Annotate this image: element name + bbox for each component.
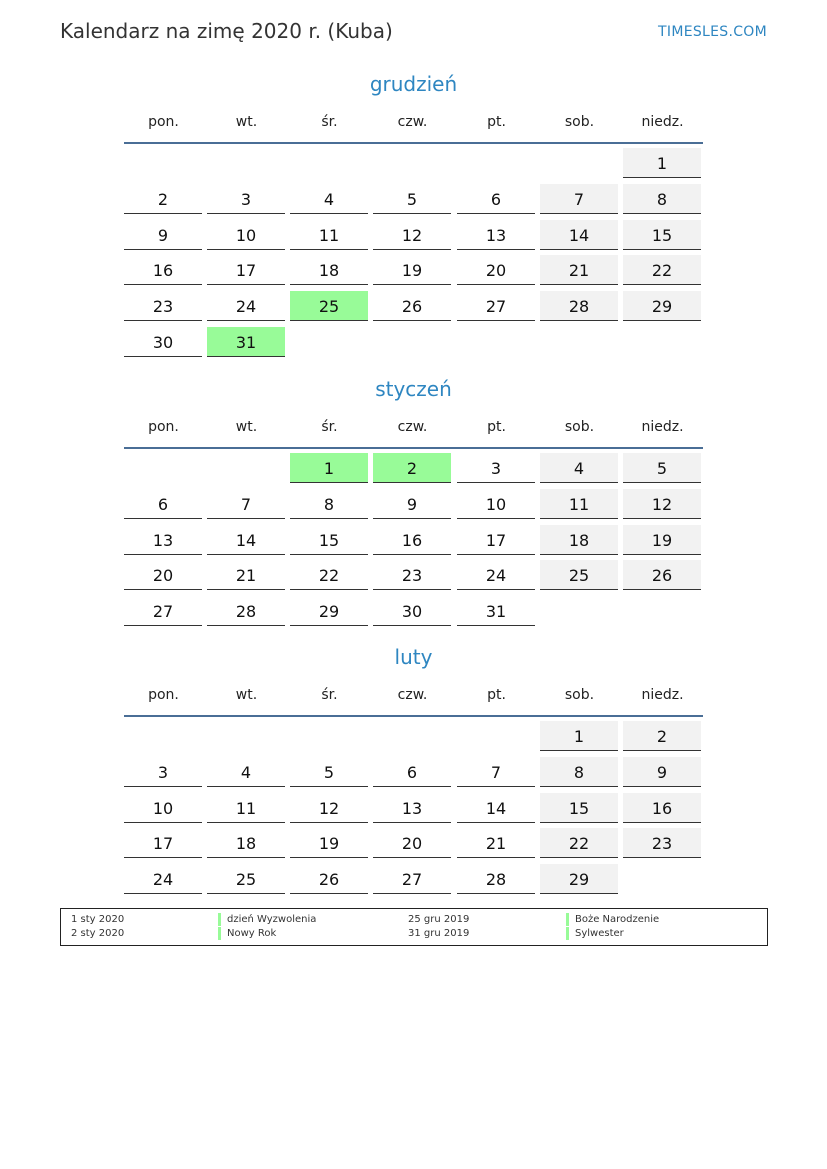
- day-cell: 6: [373, 757, 451, 787]
- day-cell: 22: [540, 828, 618, 858]
- day-grid: [124, 148, 703, 363]
- day-cell: 24: [457, 560, 535, 590]
- weekday-label: czw.: [397, 419, 428, 435]
- day-cell: 19: [373, 255, 451, 285]
- day-cell: 20: [124, 560, 202, 590]
- month-name: luty: [394, 645, 433, 669]
- day-cell: 1: [623, 148, 701, 178]
- day-cell: 1: [290, 453, 368, 483]
- legend-holiday-name: dzień Wyzwolenia: [218, 913, 316, 926]
- day-cell: 21: [207, 560, 285, 590]
- day-cell: 7: [207, 489, 285, 519]
- site-link[interactable]: TIMESLES.COM: [658, 24, 767, 40]
- day-cell: 13: [373, 793, 451, 823]
- day-cell: 23: [124, 291, 202, 321]
- day-cell: 2: [373, 453, 451, 483]
- day-cell: 18: [207, 828, 285, 858]
- day-cell: 27: [373, 864, 451, 894]
- holiday-legend: [60, 908, 768, 946]
- day-cell: 27: [457, 291, 535, 321]
- day-grid: [124, 721, 703, 900]
- month-calendar: [124, 375, 703, 632]
- day-cell: 9: [373, 489, 451, 519]
- legend-date: 31 gru 2019: [408, 928, 470, 939]
- day-cell: 17: [207, 255, 285, 285]
- day-cell: 20: [373, 828, 451, 858]
- day-cell: 30: [124, 327, 202, 357]
- day-cell: 10: [207, 220, 285, 250]
- weekday-label: śr.: [321, 687, 338, 703]
- weekday-label: sob.: [564, 687, 595, 703]
- day-cell: 23: [623, 828, 701, 858]
- day-cell: 19: [623, 525, 701, 555]
- day-cell: 13: [457, 220, 535, 250]
- weekday-label: sob.: [564, 114, 595, 130]
- day-cell: 25: [540, 560, 618, 590]
- weekday-label: czw.: [397, 687, 428, 703]
- day-cell: 5: [373, 184, 451, 214]
- month-calendar: [124, 70, 703, 363]
- day-cell: 10: [124, 793, 202, 823]
- day-cell: 9: [623, 757, 701, 787]
- legend-holiday-name: Nowy Rok: [218, 927, 276, 940]
- weekday-label: niedz.: [641, 687, 684, 703]
- day-cell: 8: [623, 184, 701, 214]
- month-name: styczeń: [375, 377, 452, 401]
- legend-date: 2 sty 2020: [71, 928, 125, 939]
- page-title: Kalendarz na zimę 2020 r. (Kuba): [60, 19, 393, 43]
- day-cell: 3: [207, 184, 285, 214]
- day-cell: 10: [457, 489, 535, 519]
- day-cell: 7: [540, 184, 618, 214]
- day-cell: 24: [124, 864, 202, 894]
- weekday-label: pon.: [148, 687, 179, 703]
- day-cell: 15: [540, 793, 618, 823]
- legend-date: 1 sty 2020: [71, 914, 125, 925]
- day-cell: 8: [540, 757, 618, 787]
- day-cell: 16: [124, 255, 202, 285]
- weekday-header: [124, 679, 703, 717]
- day-cell: 14: [457, 793, 535, 823]
- day-cell: 7: [457, 757, 535, 787]
- day-cell: 5: [290, 757, 368, 787]
- day-cell: 3: [457, 453, 535, 483]
- day-cell: 25: [207, 864, 285, 894]
- day-cell: 6: [124, 489, 202, 519]
- day-cell: 15: [290, 525, 368, 555]
- weekday-label: pon.: [148, 114, 179, 130]
- day-cell: 18: [290, 255, 368, 285]
- day-cell: 31: [207, 327, 285, 357]
- day-cell: 18: [540, 525, 618, 555]
- legend-holiday-name: Sylwester: [566, 927, 624, 940]
- month-calendar: [124, 643, 703, 900]
- day-cell: 30: [373, 596, 451, 626]
- day-cell: 4: [290, 184, 368, 214]
- day-cell: 29: [540, 864, 618, 894]
- weekday-label: niedz.: [641, 419, 684, 435]
- weekday-label: czw.: [397, 114, 428, 130]
- day-cell: 14: [207, 525, 285, 555]
- day-cell: 6: [457, 184, 535, 214]
- weekday-label: pt.: [487, 419, 506, 435]
- day-cell: 3: [124, 757, 202, 787]
- day-cell: 21: [457, 828, 535, 858]
- day-cell: 19: [290, 828, 368, 858]
- legend-date: 25 gru 2019: [408, 914, 470, 925]
- day-cell: 29: [623, 291, 701, 321]
- day-cell: 28: [457, 864, 535, 894]
- weekday-header: [124, 411, 703, 449]
- day-cell: 31: [457, 596, 535, 626]
- day-cell: 21: [540, 255, 618, 285]
- day-cell: 8: [290, 489, 368, 519]
- day-cell: 22: [290, 560, 368, 590]
- month-name: grudzień: [369, 72, 458, 96]
- day-cell: 28: [540, 291, 618, 321]
- weekday-label: śr.: [321, 114, 338, 130]
- day-cell: 26: [373, 291, 451, 321]
- day-cell: 15: [623, 220, 701, 250]
- day-cell: 11: [290, 220, 368, 250]
- day-cell: 1: [540, 721, 618, 751]
- day-cell: 17: [124, 828, 202, 858]
- day-cell: 27: [124, 596, 202, 626]
- legend-holiday-name: Boże Narodzenie: [566, 913, 659, 926]
- day-grid: [124, 453, 703, 632]
- day-cell: 28: [207, 596, 285, 626]
- day-cell: 16: [373, 525, 451, 555]
- weekday-label: wt.: [235, 114, 258, 130]
- day-cell: 13: [124, 525, 202, 555]
- weekday-label: śr.: [321, 419, 338, 435]
- weekday-label: wt.: [235, 419, 258, 435]
- day-cell: 25: [290, 291, 368, 321]
- weekday-label: pon.: [148, 419, 179, 435]
- day-cell: 4: [540, 453, 618, 483]
- day-cell: 20: [457, 255, 535, 285]
- day-cell: 2: [623, 721, 701, 751]
- day-cell: 11: [207, 793, 285, 823]
- day-cell: 26: [623, 560, 701, 590]
- day-cell: 12: [373, 220, 451, 250]
- weekday-label: sob.: [564, 419, 595, 435]
- weekday-label: niedz.: [641, 114, 684, 130]
- day-cell: 12: [623, 489, 701, 519]
- weekday-label: pt.: [487, 687, 506, 703]
- day-cell: 2: [124, 184, 202, 214]
- day-cell: 29: [290, 596, 368, 626]
- day-cell: 4: [207, 757, 285, 787]
- day-cell: 16: [623, 793, 701, 823]
- day-cell: 9: [124, 220, 202, 250]
- weekday-label: pt.: [487, 114, 506, 130]
- day-cell: 17: [457, 525, 535, 555]
- day-cell: 23: [373, 560, 451, 590]
- day-cell: 14: [540, 220, 618, 250]
- day-cell: 11: [540, 489, 618, 519]
- day-cell: 5: [623, 453, 701, 483]
- weekday-label: wt.: [235, 687, 258, 703]
- day-cell: 22: [623, 255, 701, 285]
- day-cell: 26: [290, 864, 368, 894]
- day-cell: 24: [207, 291, 285, 321]
- weekday-header: [124, 106, 703, 144]
- day-cell: 12: [290, 793, 368, 823]
